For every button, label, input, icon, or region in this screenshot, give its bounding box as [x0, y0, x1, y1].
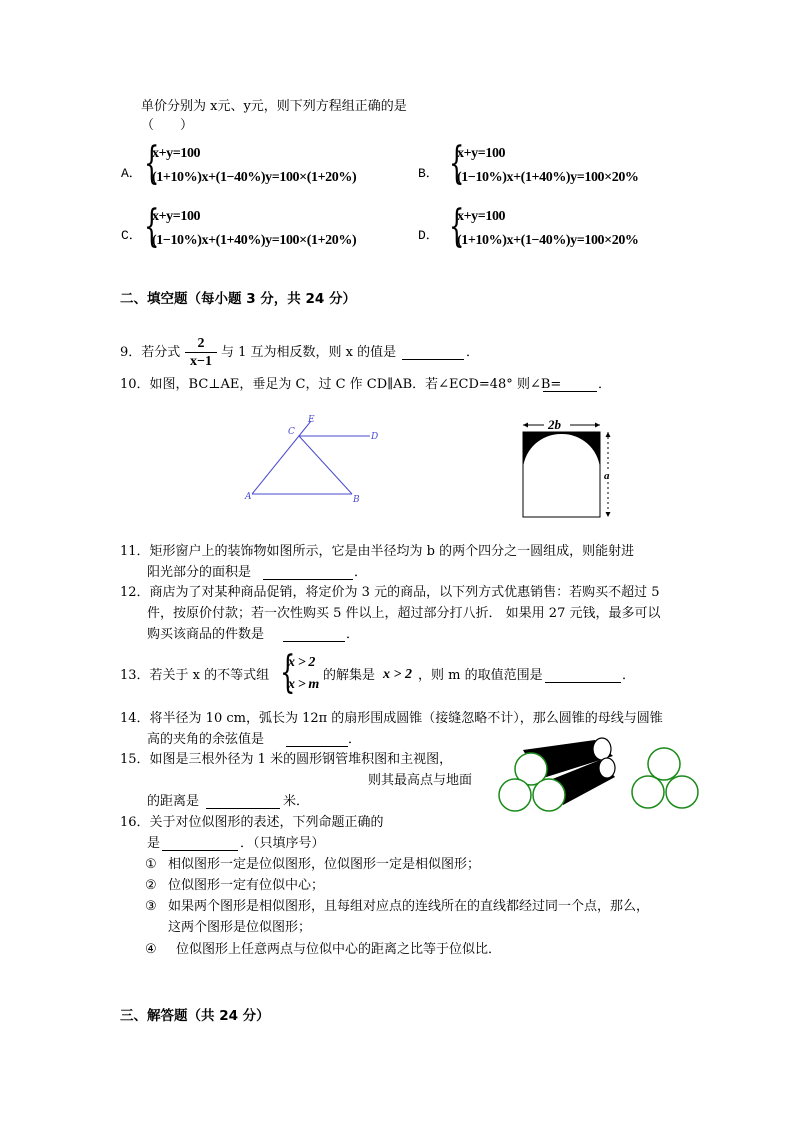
- q16-item3-continued: 这两个图形是位似图形；: [168, 920, 312, 935]
- q16-item3-mark: ③: [145, 899, 157, 914]
- q16-item2-mark: ②: [145, 878, 157, 893]
- q11-line2: 阳光部分的面积是: [147, 565, 252, 580]
- q13-end: ．: [622, 668, 636, 683]
- q16-item4-mark: ④: [145, 942, 157, 957]
- q13-answer-blank[interactable]: [545, 670, 621, 683]
- q13-solution: x > 2: [383, 667, 412, 682]
- q9-text-a: 9．若分式: [120, 345, 181, 360]
- line-ae: [252, 421, 311, 494]
- q16-item2-text: 位似图形一定有位似中心；: [168, 878, 325, 893]
- q16-item1-text: 相似图形一定是位似图形，位似图形一定是相似图形；: [168, 857, 481, 872]
- q13-ineq1: x > 2: [288, 655, 315, 670]
- q15-line3a: 的距离是: [147, 794, 200, 809]
- width-arrow-left: [523, 423, 528, 428]
- window-frame: [523, 432, 600, 517]
- front-view-left-circle: [632, 776, 664, 808]
- q15-pipes-stack-figure: [495, 735, 625, 815]
- section2-title: 二、填空题（每小题 3 分，共 24 分）: [120, 291, 356, 307]
- q16-answer-blank[interactable]: [162, 838, 238, 851]
- q10-text: 10．如图，BC⊥AE，垂足为 C，过 C 作 CD∥AB．若∠ECD=48° 则∠B=: [120, 377, 562, 392]
- q9-end: ．: [466, 345, 480, 360]
- q15-line1: 15．如图是三根外径为 1 米的圆形钢管堆积图和主视图，: [120, 752, 453, 767]
- right-pipe-far-end: [599, 758, 615, 778]
- point-e-label: E: [308, 415, 315, 425]
- q8-option-b-label: B．: [418, 166, 439, 181]
- line-cb: [299, 436, 352, 494]
- q9-text-b: 与 1 互为相反数，则 x 的值是: [221, 345, 397, 360]
- q8-option-b-eq2: (1−10%)x+(1+40%)y=100×20%: [457, 170, 639, 185]
- q14-answer-blank[interactable]: [286, 734, 348, 747]
- q16-item1-mark: ①: [145, 857, 157, 872]
- q11-line1: 11．矩形窗户上的装饰物如图所示，它是由半径均为 b 的两个四分之一圆组成，则能射进: [120, 544, 635, 559]
- q11-end: ．: [354, 565, 368, 580]
- point-c-label: C: [288, 427, 295, 437]
- q8-option-b-eq1: x+y=100: [457, 146, 506, 161]
- width-arrow-right: [595, 423, 600, 428]
- q14-end: ．: [348, 732, 362, 747]
- q13-text-a: 13．若关于 x 的不等式组: [120, 668, 270, 683]
- q8-option-d-eq1: x+y=100: [457, 209, 506, 224]
- q15-line3b: 米．: [283, 794, 310, 809]
- q13-text-c: ，则 m 的取值范围是: [418, 668, 543, 683]
- q12-line2: 件，按原价付款；若一次性购买 5 件以上，超过部分打八折． 如果用 27 元钱，最多可以: [147, 606, 661, 621]
- q11-answer-blank[interactable]: [263, 567, 353, 580]
- q12-end: ．: [346, 627, 360, 642]
- front-view-top-circle: [648, 748, 680, 780]
- q8-option-c-eq2: (1−10%)x+(1+40%)y=100×(1+20%): [152, 233, 357, 248]
- q11-window-figure: [518, 414, 618, 526]
- q16-line2b: ．（只填序号）: [240, 836, 325, 851]
- q12-line3: 购买该商品的件数是: [147, 627, 265, 642]
- q9-fraction: [185, 335, 217, 371]
- q15-front-view-figure: [628, 745, 704, 817]
- top-pipe-far-end: [593, 738, 611, 760]
- q14-line1: 14．将半径为 10 cm，弧长为 12π 的扇形围成圆锥（接缝忽略不计），那么圆锥的母线与圆锥: [120, 711, 663, 726]
- q8-intro: 单价分别为 x元、y元，则下列方程组正确的是: [141, 99, 407, 114]
- left-pipe-front: [499, 779, 531, 811]
- q16-item4-text: 位似图形上任意两点与位似中心的距离之比等于位似比．: [176, 942, 502, 957]
- q12-line1: 12．商店为了对某种商品促销，将定价为 3 元的商品，以下列方式优惠销售：若购买不超过 5: [120, 585, 660, 600]
- q16-line2a: 是: [147, 836, 161, 851]
- right-pipe-front: [533, 779, 565, 811]
- point-a-label: A: [245, 492, 252, 502]
- q16-line1: 16．关于对位似图形的表述，下列命题正确的: [120, 815, 384, 830]
- q8-option-a-eq1: x+y=100: [152, 146, 201, 161]
- height-label: a: [604, 470, 610, 482]
- q13-text-b: 的解集是: [323, 668, 376, 683]
- point-d-label: D: [371, 432, 379, 442]
- q15-answer-blank[interactable]: [206, 796, 280, 809]
- height-arrow-bottom: [606, 512, 611, 517]
- q8-option-a-label: A．: [121, 166, 142, 181]
- q14-line2: 高的夹角的余弦值是: [147, 732, 265, 747]
- front-view-right-circle: [666, 776, 698, 808]
- q16-item3-text: 如果两个图形是相似图形，且每组对应点的连线所在的直线都经过同一个点，那么，: [168, 899, 650, 914]
- q15-line2: 则其最高点与地面: [368, 773, 473, 788]
- width-label: 2b: [548, 417, 561, 432]
- q12-answer-blank[interactable]: [283, 629, 345, 642]
- q9-fraction-numerator: 2: [185, 335, 217, 353]
- point-b-label: B: [353, 495, 360, 505]
- q9-fraction-denominator: x−1: [190, 354, 212, 369]
- q10-answer-blank[interactable]: [543, 379, 597, 392]
- q8-answer-paren: （ ）: [141, 118, 194, 133]
- section3-title: 三、解答题（共 24 分）: [120, 1008, 270, 1024]
- q8-option-a-eq2: (1+10%)x+(1−40%)y=100×(1+20%): [152, 170, 357, 185]
- q8-option-c-eq1: x+y=100: [152, 209, 201, 224]
- q10-figure: [240, 410, 390, 510]
- q10-end: ．: [598, 377, 612, 392]
- height-arrow-top: [606, 432, 611, 437]
- q9-answer-blank[interactable]: [402, 347, 464, 360]
- q8-option-d-label: D．: [418, 228, 439, 243]
- q8-option-d-eq2: (1+10%)x+(1−40%)y=100×20%: [457, 233, 639, 248]
- q13-ineq2: x > m: [288, 677, 319, 692]
- q8-option-c-label: C．: [121, 228, 142, 243]
